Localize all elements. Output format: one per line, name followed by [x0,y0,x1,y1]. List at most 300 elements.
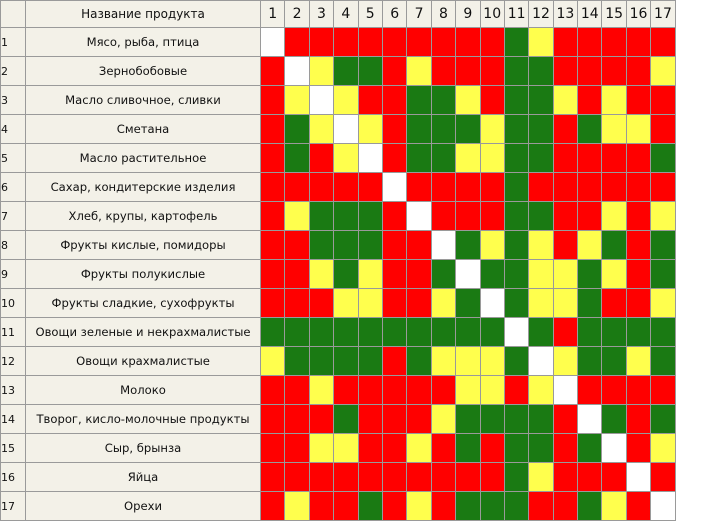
compat-cell-11-10 [480,318,504,347]
row-number: 15 [1,434,26,463]
compat-cell-15-7 [407,434,431,463]
compat-cell-8-13 [553,231,577,260]
compat-cell-3-13 [553,86,577,115]
compat-cell-16-6 [382,463,406,492]
compat-cell-13-15 [602,376,626,405]
compat-cell-5-12 [529,144,553,173]
row-number: 16 [1,463,26,492]
compat-cell-7-8 [431,202,455,231]
compat-cell-14-15 [602,405,626,434]
table-row [1,434,676,463]
table-row [1,492,676,521]
compat-cell-2-10 [480,57,504,86]
compat-cell-17-1 [261,492,285,521]
compat-cell-5-17 [651,144,675,173]
table-row [1,115,676,144]
compat-cell-1-11 [504,28,528,57]
compat-cell-11-4 [334,318,358,347]
column-header-10: 10 [480,1,504,28]
compat-cell-17-15 [602,492,626,521]
compat-cell-8-1 [261,231,285,260]
table-body [1,28,676,521]
compat-cell-5-1 [261,144,285,173]
compat-cell-2-16 [626,57,650,86]
column-header-2: 2 [285,1,309,28]
table-row [1,86,676,115]
compat-cell-15-14 [578,434,602,463]
compat-cell-14-1 [261,405,285,434]
compat-cell-8-16 [626,231,650,260]
compat-cell-6-3 [309,173,333,202]
compat-cell-17-7 [407,492,431,521]
product-name: Фрукты сладкие, сухофрукты [26,289,261,318]
row-number: 13 [1,376,26,405]
compat-cell-16-9 [456,463,480,492]
compat-cell-13-9 [456,376,480,405]
compat-cell-8-6 [382,231,406,260]
compat-cell-1-7 [407,28,431,57]
compat-cell-2-13 [553,57,577,86]
product-name: Хлеб, крупы, картофель [26,202,261,231]
compat-cell-14-8 [431,405,455,434]
compat-cell-13-8 [431,376,455,405]
row-number: 17 [1,492,26,521]
compat-cell-5-11 [504,144,528,173]
compat-cell-7-6 [382,202,406,231]
compat-cell-15-9 [456,434,480,463]
compat-cell-9-13 [553,260,577,289]
compat-cell-9-16 [626,260,650,289]
compat-cell-12-12 [529,347,553,376]
compat-cell-10-15 [602,289,626,318]
row-number: 2 [1,57,26,86]
compat-cell-15-10 [480,434,504,463]
compat-cell-10-3 [309,289,333,318]
table-row [1,289,676,318]
compat-cell-2-12 [529,57,553,86]
compat-cell-2-5 [358,57,382,86]
column-header-13: 13 [553,1,577,28]
compat-cell-10-17 [651,289,675,318]
compat-cell-12-8 [431,347,455,376]
compat-cell-5-4 [334,144,358,173]
compat-cell-10-1 [261,289,285,318]
compat-cell-17-11 [504,492,528,521]
compat-cell-11-9 [456,318,480,347]
row-number: 6 [1,173,26,202]
product-name: Орехи [26,492,261,521]
product-name: Мясо, рыба, птица [26,28,261,57]
table-row [1,347,676,376]
compat-cell-17-12 [529,492,553,521]
compat-cell-10-7 [407,289,431,318]
compat-cell-9-4 [334,260,358,289]
compat-cell-6-5 [358,173,382,202]
compat-cell-17-6 [382,492,406,521]
compat-cell-14-10 [480,405,504,434]
compat-cell-7-2 [285,202,309,231]
compat-cell-5-16 [626,144,650,173]
compat-cell-2-17 [651,57,675,86]
compat-cell-2-8 [431,57,455,86]
compat-cell-17-5 [358,492,382,521]
compat-cell-8-14 [578,231,602,260]
compat-cell-1-9 [456,28,480,57]
compat-cell-9-6 [382,260,406,289]
column-header-16: 16 [626,1,650,28]
compat-cell-5-2 [285,144,309,173]
compat-cell-12-7 [407,347,431,376]
compat-cell-4-17 [651,115,675,144]
product-name: Масло сливочное, сливки [26,86,261,115]
compat-cell-13-10 [480,376,504,405]
column-header-14: 14 [578,1,602,28]
compat-cell-2-4 [334,57,358,86]
compat-cell-11-15 [602,318,626,347]
compat-cell-6-1 [261,173,285,202]
compat-cell-2-11 [504,57,528,86]
compat-cell-13-13 [553,376,577,405]
row-number: 10 [1,289,26,318]
compat-cell-10-10 [480,289,504,318]
compat-cell-13-3 [309,376,333,405]
row-number: 3 [1,86,26,115]
compat-cell-9-1 [261,260,285,289]
compat-cell-3-6 [382,86,406,115]
compat-cell-15-2 [285,434,309,463]
row-number: 8 [1,231,26,260]
compat-cell-14-16 [626,405,650,434]
compat-cell-12-6 [382,347,406,376]
product-name: Фрукты кислые, помидоры [26,231,261,260]
compat-cell-10-11 [504,289,528,318]
compat-cell-4-7 [407,115,431,144]
compat-cell-15-17 [651,434,675,463]
compat-cell-1-10 [480,28,504,57]
compat-cell-11-13 [553,318,577,347]
compat-cell-4-4 [334,115,358,144]
table-row [1,463,676,492]
compat-cell-14-4 [334,405,358,434]
column-header-1: 1 [261,1,285,28]
compat-cell-7-11 [504,202,528,231]
compat-cell-16-10 [480,463,504,492]
compat-cell-7-7 [407,202,431,231]
compat-cell-4-15 [602,115,626,144]
compat-cell-12-16 [626,347,650,376]
product-name: Сахар, кондитерские изделия [26,173,261,202]
compat-cell-8-2 [285,231,309,260]
compat-cell-16-17 [651,463,675,492]
compat-cell-9-8 [431,260,455,289]
header-row [1,1,676,28]
compat-cell-12-15 [602,347,626,376]
compat-cell-9-5 [358,260,382,289]
table-header [1,1,676,28]
compat-cell-14-12 [529,405,553,434]
header-corner [1,1,26,28]
compat-cell-10-4 [334,289,358,318]
compat-cell-11-1 [261,318,285,347]
compat-cell-2-2 [285,57,309,86]
compat-cell-9-10 [480,260,504,289]
product-name: Творог, кисло-молочные продукты [26,405,261,434]
compat-cell-1-8 [431,28,455,57]
compat-cell-14-11 [504,405,528,434]
compat-cell-5-7 [407,144,431,173]
compat-cell-15-4 [334,434,358,463]
compat-cell-2-1 [261,57,285,86]
compat-cell-1-16 [626,28,650,57]
compat-cell-9-3 [309,260,333,289]
compat-cell-8-8 [431,231,455,260]
compat-cell-14-17 [651,405,675,434]
compat-cell-17-4 [334,492,358,521]
compat-cell-4-13 [553,115,577,144]
compat-cell-3-2 [285,86,309,115]
compat-cell-7-12 [529,202,553,231]
compat-cell-12-2 [285,347,309,376]
product-name: Молоко [26,376,261,405]
compat-cell-13-6 [382,376,406,405]
product-name: Сыр, брынза [26,434,261,463]
compat-cell-1-15 [602,28,626,57]
compat-cell-2-14 [578,57,602,86]
compat-cell-10-14 [578,289,602,318]
compat-cell-12-13 [553,347,577,376]
compat-cell-9-12 [529,260,553,289]
row-number: 7 [1,202,26,231]
compat-cell-14-3 [309,405,333,434]
compat-cell-17-16 [626,492,650,521]
column-header-9: 9 [456,1,480,28]
row-number: 14 [1,405,26,434]
compat-cell-6-17 [651,173,675,202]
compat-cell-3-1 [261,86,285,115]
compat-cell-16-11 [504,463,528,492]
compat-cell-3-16 [626,86,650,115]
compat-cell-3-10 [480,86,504,115]
compat-cell-1-6 [382,28,406,57]
compat-cell-16-13 [553,463,577,492]
compat-cell-6-16 [626,173,650,202]
compat-cell-15-11 [504,434,528,463]
compat-cell-13-14 [578,376,602,405]
compat-cell-11-3 [309,318,333,347]
compat-cell-4-3 [309,115,333,144]
product-name: Яйца [26,463,261,492]
compat-cell-10-9 [456,289,480,318]
compat-cell-12-11 [504,347,528,376]
row-number: 4 [1,115,26,144]
compat-cell-3-15 [602,86,626,115]
compat-cell-2-15 [602,57,626,86]
product-name: Фрукты полукислые [26,260,261,289]
column-header-4: 4 [334,1,358,28]
table-row [1,318,676,347]
compat-cell-10-12 [529,289,553,318]
compat-cell-16-8 [431,463,455,492]
compat-cell-5-5 [358,144,382,173]
compat-cell-11-12 [529,318,553,347]
compat-cell-6-4 [334,173,358,202]
compat-cell-10-5 [358,289,382,318]
compat-cell-4-9 [456,115,480,144]
compat-cell-16-12 [529,463,553,492]
compat-cell-11-16 [626,318,650,347]
compat-cell-9-7 [407,260,431,289]
product-name: Овощи зеленые и некрахмалистые [26,318,261,347]
compat-cell-7-10 [480,202,504,231]
compat-cell-15-6 [382,434,406,463]
product-name: Масло растительное [26,144,261,173]
compat-cell-6-7 [407,173,431,202]
compat-cell-7-17 [651,202,675,231]
compat-cell-17-13 [553,492,577,521]
compat-cell-12-4 [334,347,358,376]
compat-cell-15-3 [309,434,333,463]
row-number: 12 [1,347,26,376]
column-header-6: 6 [382,1,406,28]
compat-cell-14-14 [578,405,602,434]
compat-cell-1-4 [334,28,358,57]
compat-cell-7-1 [261,202,285,231]
compat-cell-12-5 [358,347,382,376]
column-header-12: 12 [529,1,553,28]
compat-cell-3-9 [456,86,480,115]
compat-cell-1-3 [309,28,333,57]
compat-cell-10-8 [431,289,455,318]
compat-cell-2-6 [382,57,406,86]
compat-cell-14-9 [456,405,480,434]
compat-cell-8-3 [309,231,333,260]
compat-cell-11-14 [578,318,602,347]
compat-cell-8-4 [334,231,358,260]
compat-cell-15-16 [626,434,650,463]
compat-cell-3-17 [651,86,675,115]
column-header-5: 5 [358,1,382,28]
compat-cell-4-11 [504,115,528,144]
row-number: 1 [1,28,26,57]
compat-cell-6-2 [285,173,309,202]
compat-cell-1-17 [651,28,675,57]
compat-cell-16-7 [407,463,431,492]
table-row [1,260,676,289]
compat-cell-14-2 [285,405,309,434]
compat-cell-7-5 [358,202,382,231]
compat-cell-5-15 [602,144,626,173]
compat-cell-6-10 [480,173,504,202]
compat-cell-5-14 [578,144,602,173]
compat-cell-6-11 [504,173,528,202]
compat-cell-5-13 [553,144,577,173]
compat-cell-2-7 [407,57,431,86]
compat-cell-3-4 [334,86,358,115]
compat-cell-3-7 [407,86,431,115]
compat-cell-10-6 [382,289,406,318]
compat-cell-16-2 [285,463,309,492]
compat-cell-17-8 [431,492,455,521]
table-row [1,405,676,434]
compat-cell-16-1 [261,463,285,492]
compat-cell-15-5 [358,434,382,463]
compat-cell-11-2 [285,318,309,347]
compat-cell-7-14 [578,202,602,231]
compat-cell-8-12 [529,231,553,260]
compat-cell-13-12 [529,376,553,405]
compat-cell-1-1 [261,28,285,57]
compat-cell-1-5 [358,28,382,57]
table-row [1,28,676,57]
compat-cell-17-10 [480,492,504,521]
column-header-15: 15 [602,1,626,28]
compat-cell-4-6 [382,115,406,144]
compat-cell-15-15 [602,434,626,463]
compat-cell-12-9 [456,347,480,376]
table-row [1,57,676,86]
compat-cell-4-14 [578,115,602,144]
compat-cell-16-3 [309,463,333,492]
compat-cell-15-8 [431,434,455,463]
compat-cell-17-14 [578,492,602,521]
compat-cell-10-16 [626,289,650,318]
compat-cell-5-6 [382,144,406,173]
compat-cell-11-6 [382,318,406,347]
compat-cell-9-15 [602,260,626,289]
compat-cell-6-15 [602,173,626,202]
compat-cell-11-17 [651,318,675,347]
row-number: 11 [1,318,26,347]
table-row [1,144,676,173]
compat-cell-13-5 [358,376,382,405]
compat-cell-3-3 [309,86,333,115]
compat-cell-5-9 [456,144,480,173]
compat-cell-17-17 [651,492,675,521]
compat-cell-5-3 [309,144,333,173]
compat-cell-16-4 [334,463,358,492]
header-product-name: Название продукта [26,1,261,28]
compat-cell-5-10 [480,144,504,173]
compat-cell-13-1 [261,376,285,405]
compat-cell-9-9 [456,260,480,289]
compat-cell-1-13 [553,28,577,57]
compat-cell-12-3 [309,347,333,376]
compat-cell-2-9 [456,57,480,86]
compat-cell-13-16 [626,376,650,405]
compat-cell-13-4 [334,376,358,405]
compat-cell-13-2 [285,376,309,405]
compat-cell-16-16 [626,463,650,492]
compat-cell-4-5 [358,115,382,144]
compat-cell-7-16 [626,202,650,231]
table-row [1,202,676,231]
product-name: Зернобобовые [26,57,261,86]
compat-cell-17-3 [309,492,333,521]
compat-cell-14-6 [382,405,406,434]
compat-cell-4-10 [480,115,504,144]
product-name: Сметана [26,115,261,144]
compat-cell-7-9 [456,202,480,231]
column-header-11: 11 [504,1,528,28]
compat-cell-9-2 [285,260,309,289]
compat-cell-14-13 [553,405,577,434]
compat-cell-9-14 [578,260,602,289]
compat-cell-3-12 [529,86,553,115]
compat-cell-7-15 [602,202,626,231]
column-header-17: 17 [651,1,675,28]
table-row [1,231,676,260]
compat-cell-13-7 [407,376,431,405]
